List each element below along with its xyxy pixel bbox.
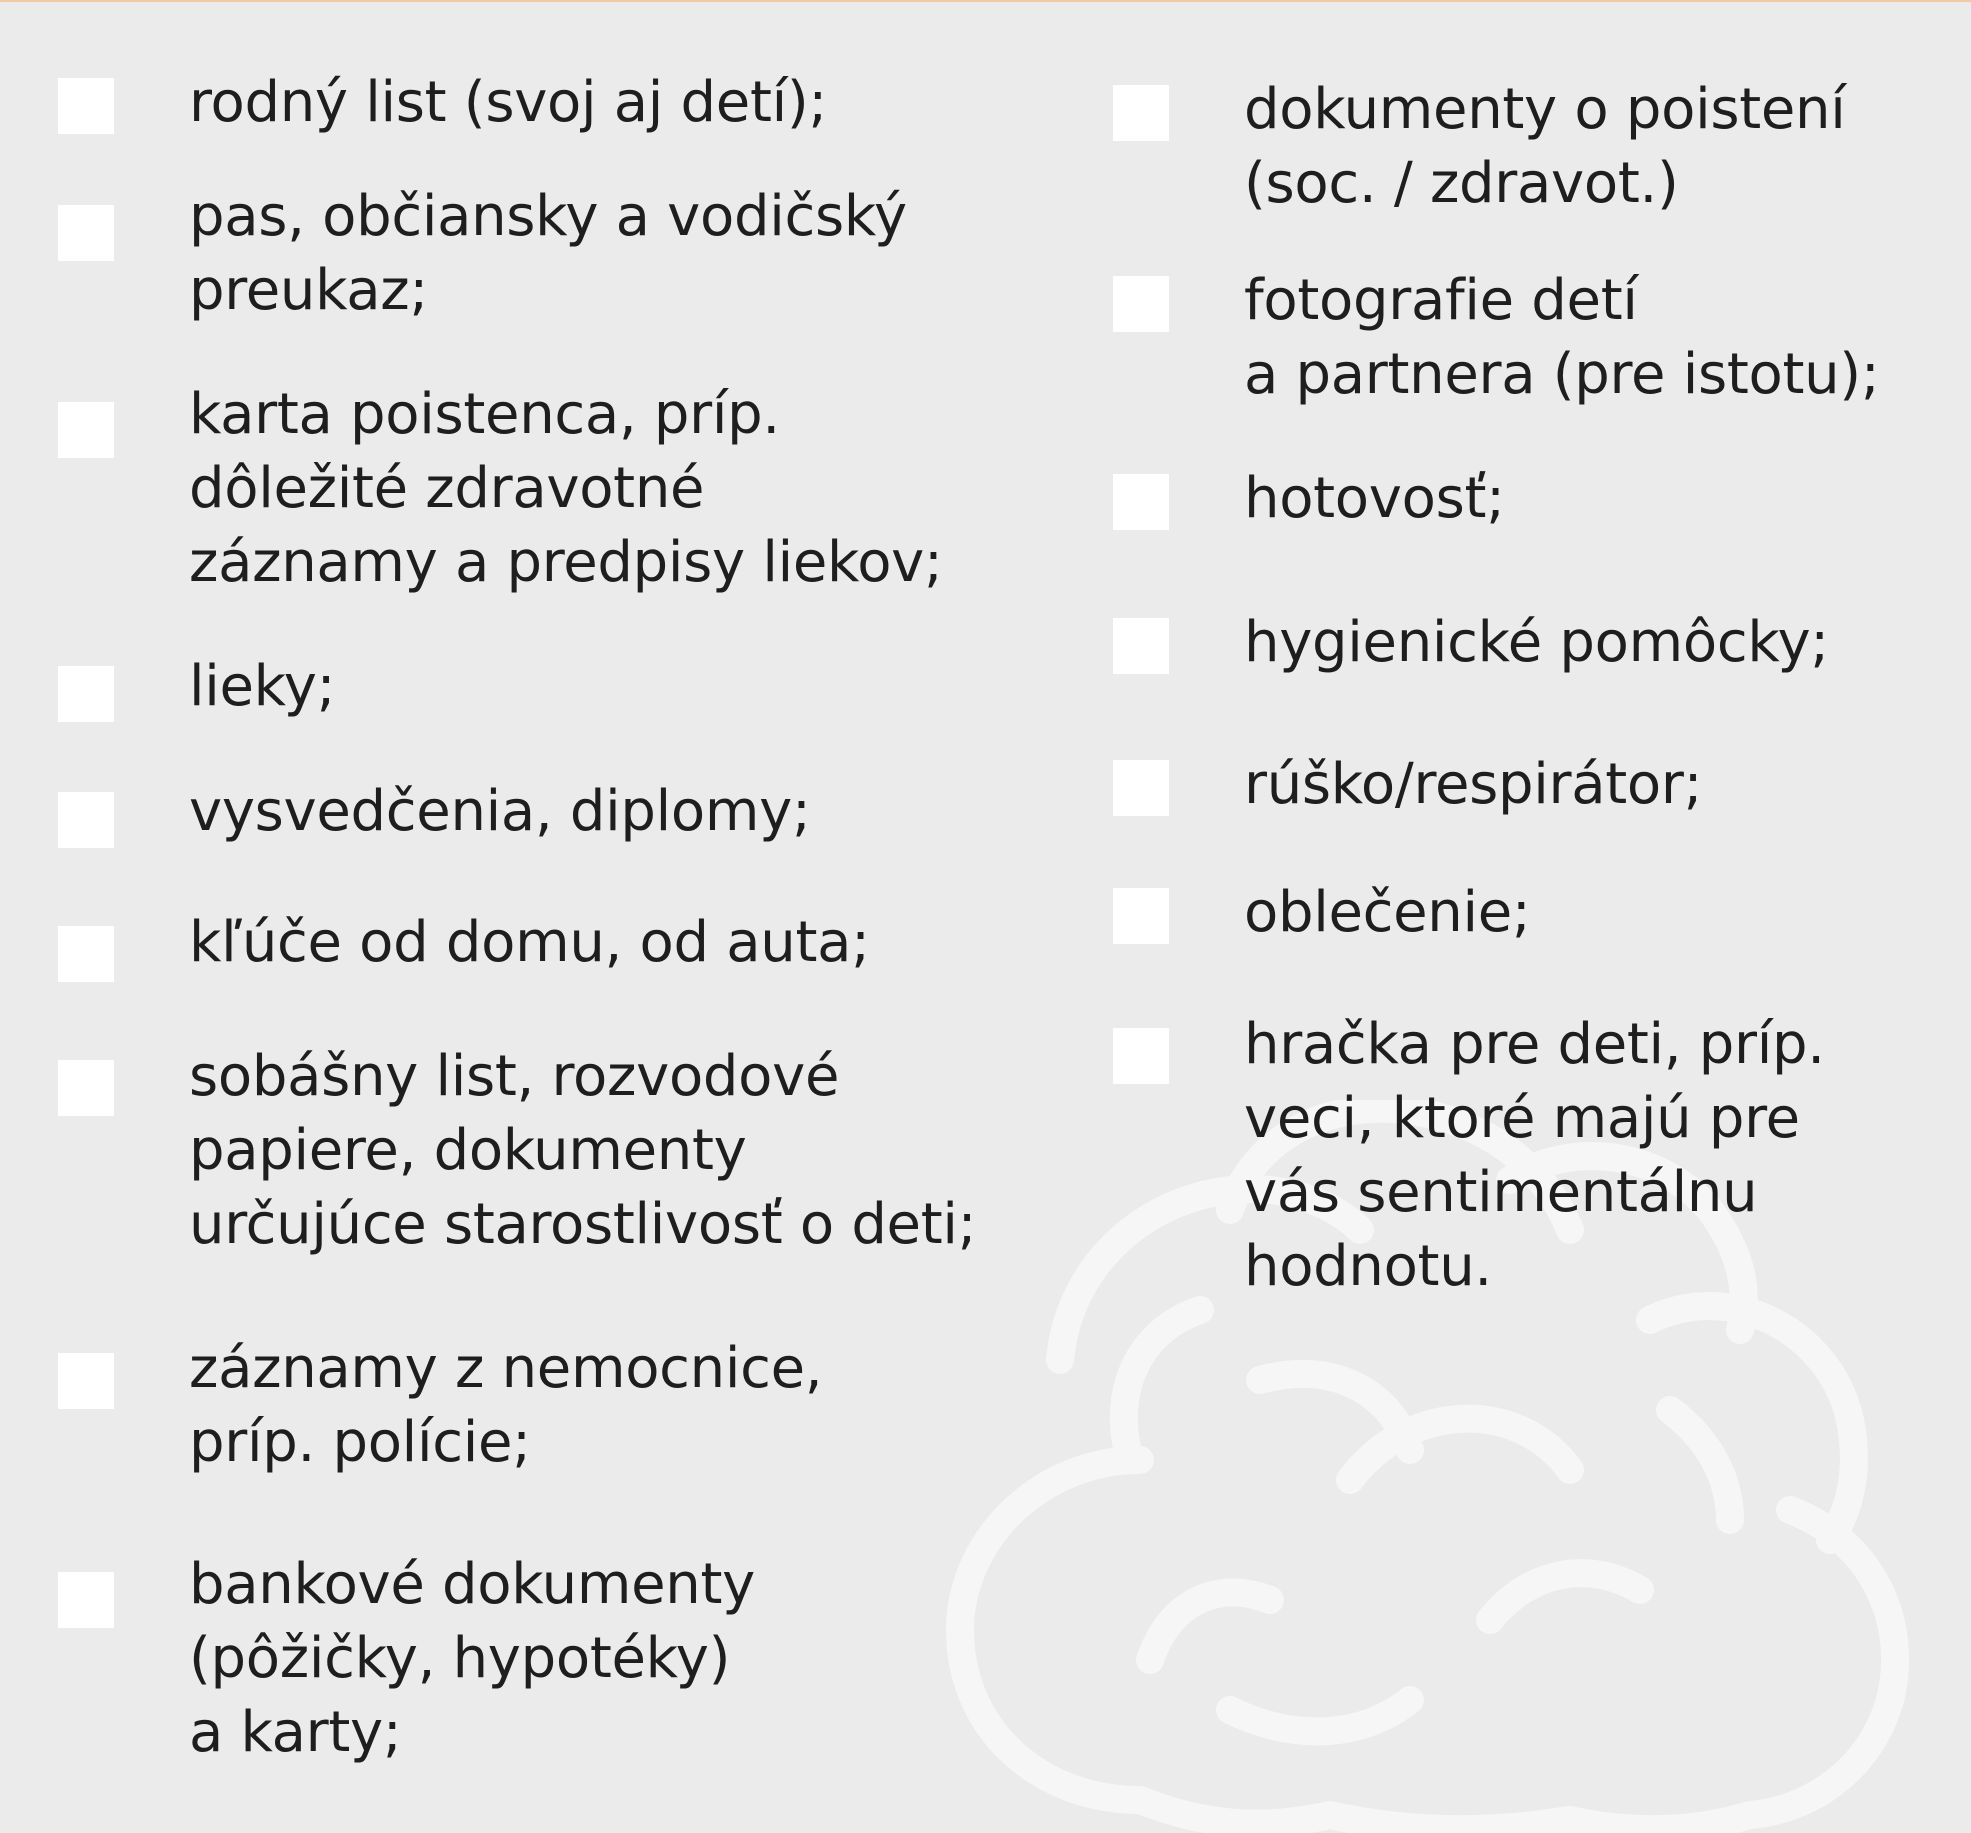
checklist-item-label: dokumenty o poistení (soc. / zdravot.) [1244, 77, 1846, 216]
checkbox-icon[interactable] [1113, 474, 1169, 530]
checklist-item-label: lieky; [189, 654, 336, 719]
checkbox-icon[interactable] [58, 205, 114, 261]
checklist-item-label: záznamy z nemocnice, príp. polície; [189, 1336, 823, 1475]
checklist-item-label: vysvedčenia, diplomy; [189, 779, 811, 844]
checkbox-icon[interactable] [58, 926, 114, 982]
top-divider [0, 0, 1971, 2]
checklist-item-label: kľúče od domu, od auta; [189, 910, 870, 975]
checkbox-icon[interactable] [1113, 276, 1169, 332]
checkbox-icon[interactable] [58, 666, 114, 722]
checklist-item-label: karta poistenca, príp. dôležité zdravotné záznamy a predpisy liekov; [189, 382, 943, 595]
checkbox-icon[interactable] [1113, 618, 1169, 674]
checklist-item-label: hygienické pomôcky; [1244, 610, 1829, 675]
checklist-item-label: oblečenie; [1244, 880, 1531, 945]
checkbox-icon[interactable] [58, 402, 114, 458]
checklist-item-label: hotovosť; [1244, 466, 1505, 531]
checkbox-icon[interactable] [1113, 1028, 1169, 1084]
checklist-item-label: sobášny list, rozvodové papiere, dokumenty určujúce starostlivosť o deti; [189, 1044, 977, 1257]
checkbox-icon[interactable] [58, 1572, 114, 1628]
checklist-item-label: rodný list (svoj aj detí); [189, 70, 827, 135]
checklist-item-label: fotografie detí a partnera (pre istotu); [1244, 268, 1880, 407]
checkbox-icon[interactable] [58, 792, 114, 848]
checkbox-icon[interactable] [58, 1353, 114, 1409]
checkbox-icon[interactable] [1113, 760, 1169, 816]
checkbox-icon[interactable] [58, 1060, 114, 1116]
checklist-item-label: hračka pre deti, príp. veci, ktoré majú pre vás sentimentálnu hodnotu. [1244, 1012, 1825, 1299]
checklist-item-label: bankové dokumenty (pôžičky, hypotéky) a karty; [189, 1552, 755, 1765]
checkbox-icon[interactable] [58, 78, 114, 134]
checkbox-icon[interactable] [1113, 888, 1169, 944]
checkbox-icon[interactable] [1113, 85, 1169, 141]
checklist-item-label: rúško/respirátor; [1244, 752, 1703, 817]
checklist-item-label: pas, občiansky a vodičský preukaz; [189, 184, 907, 323]
